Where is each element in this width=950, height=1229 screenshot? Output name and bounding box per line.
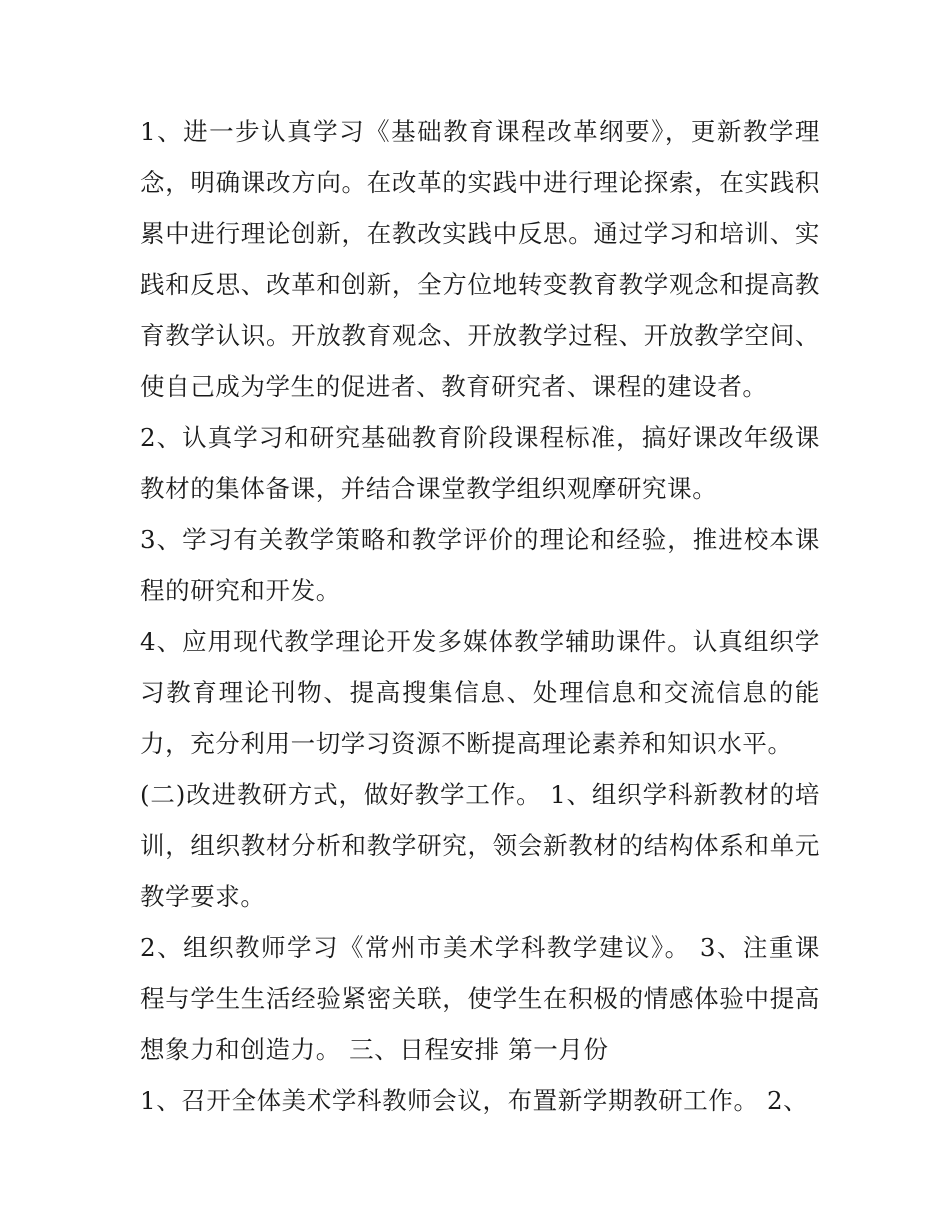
paragraph-teacher-meeting: 1、召开全体美术学科教师会议，布置新学期教研工作。 2、	[140, 1086, 809, 1115]
paragraph-curriculum-standards: 2、认真学习和研究基础教育阶段课程标准，搞好课改年级课教材的集体备课，并结合课堂教学组织观摩研究课。	[140, 423, 820, 503]
paragraph-multimedia-courseware: 4、应用现代教学理论开发多媒体教学辅助课件。认真组织学习教育理论刊物、提高搜集信息、处理信息和交流信息的能力，充分利用一切学习资源不断提高理论素养和知识水平。	[140, 627, 820, 758]
paragraph-changzhou-art-suggestions: 2、组织教师学习《常州市美术学科教学建议》。 3、注重课程与学生生活经验紧密关联，使学生在积极的情感体验中提高想象力和创造力。 三、日程安排 第一月份	[140, 933, 820, 1064]
paragraph-study-reform-outline: 1、进一步认真学习《基础教育课程改革纲要》，更新教学理念，明确课改方向。在改革的实践中进行理论探索，在实践积累中进行理论创新，在教改实践中反思。通过学习和培训、实践和反思、改革和创新，全方位地转变教育教学观念和提高教育教学认识。开放教育观念、开放教学过程、开放教学空间、使自己成为学生的促进者、教育研究者、课程的建设者。	[140, 117, 820, 401]
paragraph-teaching-strategies: 3、学习有关教学策略和教学评价的理论和经验，推进校本课程的研究和开发。	[140, 525, 820, 605]
paragraph-improve-research-methods: (二)改进教研方式，做好教学工作。 1、组织学科新教材的培训，组织教材分析和教学研究，领会新教材的结构体系和单元教学要求。	[140, 780, 820, 911]
document-body	[140, 106, 820, 1126]
